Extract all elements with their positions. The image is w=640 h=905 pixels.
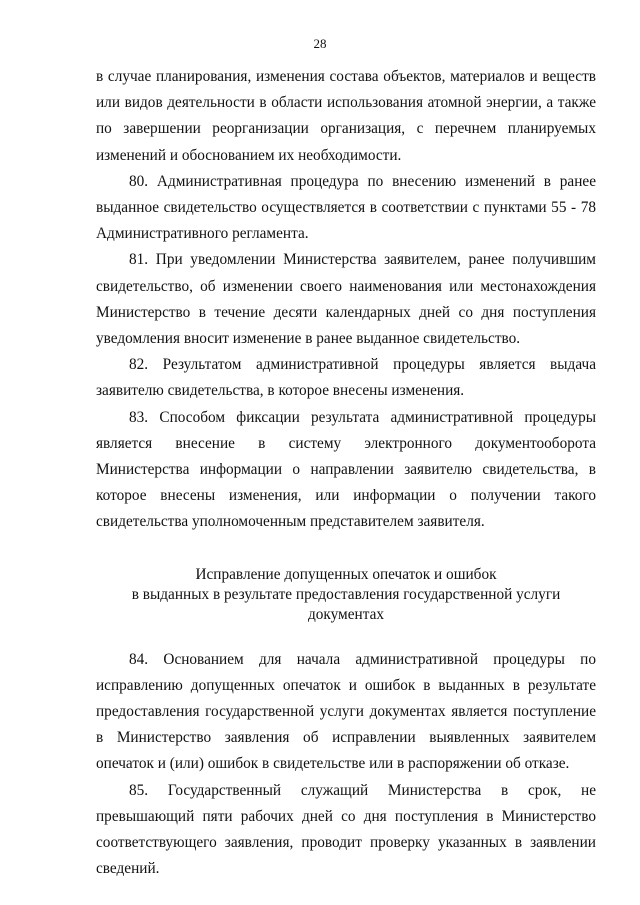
paragraph-81: 81. При уведомлении Министерства заявителем, ранее получившим свидетельство, об изменении своего наименования или местонахождения Министерство в течение десяти календарных дней со дня поступления уведомления вносит изменение в ранее выданное свидетельство.	[96, 251, 596, 348]
paragraph-continuation: в случае планирования, изменения состава объектов, материалов и веществ или видов деятельности в области использования атомной энергии, а также по завершении реорганизации организация, с перечнем планируемых изменений и обоснованием их необходимости.	[96, 68, 596, 164]
section-heading-line-3: документах	[307, 605, 385, 623]
section-heading-line-1: Исправление допущенных опечаток и ошибок	[195, 565, 497, 583]
paragraph-80: 80. Административная процедура по внесению изменений в ранее выданное свидетельство осуществляется в соответствии с пунктами 55 - 78 Административного регламента.	[96, 172, 596, 243]
page-number: 28	[313, 36, 327, 51]
document-body	[96, 64, 596, 882]
section-heading	[96, 565, 596, 625]
paragraph-82: 82. Результатом административной процедуры является выдача заявителю свидетельства, в которое внесены изменения.	[96, 356, 596, 400]
paragraph-83: 83. Способом фиксации результата административной процедуры является внесение в систему электронного документооборота Министерства информации о направлении заявителю свидетельства, в которое внесены изменения, или информации о получении такого свидетельства уполномоченным представителем заявителя.	[96, 408, 596, 531]
section-heading-line-2: в выданных в результате предоставления государственной услуги	[131, 585, 561, 603]
paragraph-85: 85. Государственный служащий Министерства в срок, не превышающий пяти рабочих дней со дня поступления в Министерство соответствующего заявления, проводит проверку указанных в заявлении сведений.	[96, 781, 596, 878]
paragraph-84: 84. Основанием для начала административной процедуры по исправлению допущенных опечаток и ошибок в выданных в результате предоставления государственной услуги документах является поступление в Министерство заявления об исправлении выявленных заявителем опечаток и (или) ошибок в свидетельстве или в распоряжении об отказе.	[96, 650, 596, 773]
